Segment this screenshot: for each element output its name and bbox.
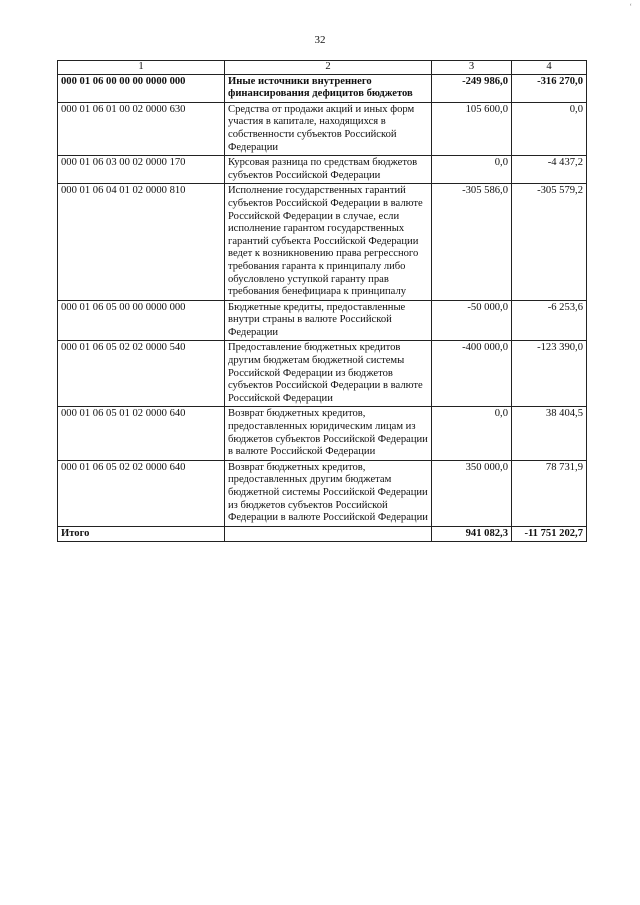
row-name: Исполнение государственных гарантий субъектов Российской Федерации в валюте Российской Федерации в случае, если исполнение гарантом государственных гарантий субъекта Российской Федерации ведет к возникновению права регрессного требования гаранта к принципалу либо обусловлено уступкой гаранту прав требования бенефициара к принципалу xyxy=(225,184,432,300)
row-value-col4: -305 579,2 xyxy=(512,184,587,300)
total-name xyxy=(225,526,432,542)
corner-mark: ‘ xyxy=(629,2,632,11)
table-row xyxy=(58,102,587,155)
row-code: 000 01 06 05 00 00 0000 000 xyxy=(58,300,225,341)
row-name: Предоставление бюджетных кредитов другим бюджетам бюджетной системы Российской Федерации из бюджетов субъектов Российской Федерации в валюте Российской Федерации xyxy=(225,341,432,407)
total-row xyxy=(58,526,587,542)
row-code: 000 01 06 04 01 02 0000 810 xyxy=(58,184,225,300)
header-cell-1: 1 xyxy=(58,61,225,75)
header-cell-4: 4 xyxy=(512,61,587,75)
header-cell-3: 3 xyxy=(432,61,512,75)
row-name: Средства от продажи акций и иных форм участия в капитале, находящихся в собственности субъектов Российской Федерации xyxy=(225,102,432,155)
total-label: Итого xyxy=(58,526,225,542)
row-value-col4: -123 390,0 xyxy=(512,341,587,407)
table-row xyxy=(58,460,587,526)
row-code: 000 01 06 01 00 02 0000 630 xyxy=(58,102,225,155)
table-row xyxy=(58,74,587,102)
header-cell-2: 2 xyxy=(225,61,432,75)
row-value-col3: -50 000,0 xyxy=(432,300,512,341)
table-row xyxy=(58,407,587,460)
row-value-col3: 105 600,0 xyxy=(432,102,512,155)
row-name: Курсовая разница по средствам бюджетов субъектов Российской Федерации xyxy=(225,156,432,184)
row-name: Возврат бюджетных кредитов, предоставленных другим бюджетам бюджетной системы Российской Федерации из бюджетов субъектов Российской Федерации в валюте Российской Федерации xyxy=(225,460,432,526)
row-name: Возврат бюджетных кредитов, предоставленных юридическим лицам из бюджетов субъектов Российской Федерации в валюте Российской Федерации xyxy=(225,407,432,460)
row-code: 000 01 06 05 02 02 0000 540 xyxy=(58,341,225,407)
row-code: 000 01 06 05 01 02 0000 640 xyxy=(58,407,225,460)
total-value-col4: -11 751 202,7 xyxy=(512,526,587,542)
row-value-col4: 0,0 xyxy=(512,102,587,155)
row-code: 000 01 06 00 00 00 0000 000 xyxy=(58,74,225,102)
row-value-col3: -249 986,0 xyxy=(432,74,512,102)
row-value-col4: -6 253,6 xyxy=(512,300,587,341)
row-name: Иные источники внутреннего финансирования дефицитов бюджетов xyxy=(225,74,432,102)
row-value-col3: -305 586,0 xyxy=(432,184,512,300)
table-row xyxy=(58,300,587,341)
budget-table xyxy=(57,60,587,542)
row-value-col3: 0,0 xyxy=(432,156,512,184)
row-value-col3: 0,0 xyxy=(432,407,512,460)
row-value-col4: -316 270,0 xyxy=(512,74,587,102)
row-value-col4: 78 731,9 xyxy=(512,460,587,526)
row-code: 000 01 06 03 00 02 0000 170 xyxy=(58,156,225,184)
row-name: Бюджетные кредиты, предоставленные внутри страны в валюте Российской Федерации xyxy=(225,300,432,341)
row-code: 000 01 06 05 02 02 0000 640 xyxy=(58,460,225,526)
row-value-col3: -400 000,0 xyxy=(432,341,512,407)
header-row xyxy=(58,61,587,75)
page-number: 32 xyxy=(314,34,326,46)
table-row xyxy=(58,341,587,407)
table-row xyxy=(58,156,587,184)
row-value-col3: 350 000,0 xyxy=(432,460,512,526)
total-value-col3: 941 082,3 xyxy=(432,526,512,542)
row-value-col4: -4 437,2 xyxy=(512,156,587,184)
row-value-col4: 38 404,5 xyxy=(512,407,587,460)
table-row xyxy=(58,184,587,300)
